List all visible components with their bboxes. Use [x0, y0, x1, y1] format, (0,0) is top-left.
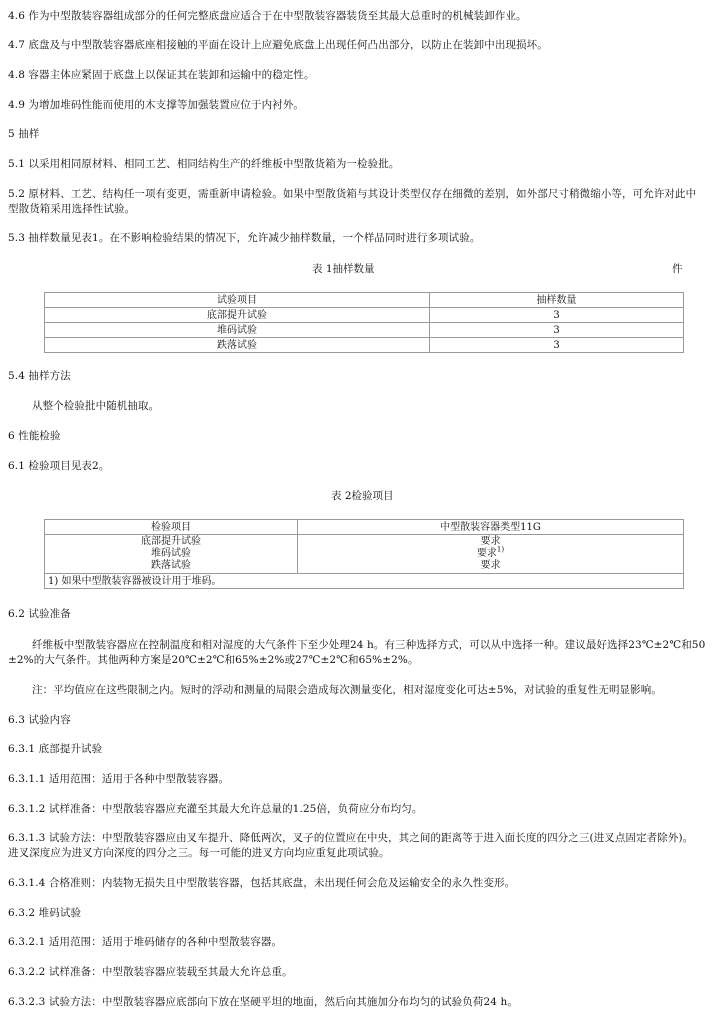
- clause-4-7: 4.7 底盘及与中型散装容器底座相接触的平面在设计上应避免底盘上出现任何凸出部分，以防止在装卸中出现损坏。: [8, 39, 548, 51]
- clause-6-3-1-1: 6.3.1.1 适用范围：适用于各种中型散装容器。: [8, 773, 230, 785]
- table-row: [45, 535, 684, 574]
- requirement-bottom-lift: 要求: [480, 536, 501, 547]
- table-cell: 3: [430, 338, 684, 353]
- clause-4-8: 4.8 容器主体应紧固于底盘上以保证其在装卸和运输中的稳定性。: [8, 69, 315, 81]
- table-2-inspection-items: [44, 519, 684, 589]
- section-6-heading: 6 性能检验: [8, 430, 61, 442]
- clause-5-2-line-2: 型散货箱采用选择性试验。: [8, 203, 136, 215]
- clause-6-2: 6.2 试验准备: [8, 608, 71, 620]
- table-cell: 底部提升试验: [45, 308, 430, 323]
- clause-5-4-body: 从整个检验批中随机抽取。: [32, 400, 160, 412]
- table-1-unit: 件: [672, 263, 683, 275]
- clause-6-3-2-3: 6.3.2.3 试验方法：中型散装容器应底部向下放在坚硬平坦的地面，然后向其施加分布均匀的试验负荷24 h。: [8, 996, 518, 1008]
- table-cell: 3: [430, 308, 684, 323]
- clause-6-3-1: 6.3.1 底部提升试验: [8, 743, 103, 755]
- clause-5-1: 5.1 以采用相同原材料、相同工艺、相同结构生产的纤维板中型散货箱为一检验批。: [8, 158, 400, 170]
- clause-6-2-note: 注：平均值应在这些限制之内。短时的浮动和测量的局限会造成每次测量变化，相对湿度变化可达±5%，对试验的重复性无明显影响。: [32, 684, 662, 696]
- item-bottom-lift: 底部提升试验: [141, 536, 201, 547]
- table-header-cell: 试验项目: [45, 293, 430, 308]
- clause-6-1: 6.1 检验项目见表2。: [8, 460, 110, 472]
- table-header-row: [45, 520, 684, 535]
- clause-4-6: 4.6 作为中型散装容器组成部分的任何完整底盘应适合于在中型散装容器装货至其最大总重时的机械装卸作业。: [8, 10, 527, 22]
- clause-5-4: 5.4 抽样方法: [8, 370, 71, 382]
- item-stacking: 堆码试验: [151, 548, 191, 559]
- table-row: [45, 338, 684, 353]
- clause-4-9: 4.9 为增加堆码性能而使用的木支撑等加强装置应位于内衬外。: [8, 99, 305, 111]
- clause-6-3-1-3-line-1: 6.3.1.3 试验方法：中型散装容器应由叉车提升、降低两次，叉子的位置应在中央，其之间的距离等于进入面长度的四分之三(进叉点固定者除外)。: [8, 832, 694, 844]
- table-1-sampling-quantity: [44, 292, 684, 353]
- table-footnote-row: [45, 574, 684, 589]
- clause-6-3-1-2: 6.3.1.2 试样准备：中型散装容器应充灌至其最大允许总量的1.25倍，负荷应分布均匀。: [8, 803, 423, 815]
- section-5-heading: 5 抽样: [8, 128, 40, 140]
- clause-6-3-1-3-line-2: 进叉深度应为进叉方向深度的四分之三。每一可能的进叉方向均应重复此项试验。: [8, 847, 390, 859]
- clause-6-3-2-2: 6.3.2.2 试样准备：中型散装容器应装载至其最大允许总重。: [8, 966, 293, 978]
- clause-6-3-2: 6.3.2 堆码试验: [8, 907, 82, 919]
- table-cell: 3: [430, 323, 684, 338]
- clause-6-2-body-line-2: ±2%的大气条件。其他两种方案是20℃±2℃和65%±2%或27℃±2℃和65%±2%。: [8, 654, 419, 666]
- table-header-cell: 抽样数量: [430, 293, 684, 308]
- clause-6-3: 6.3 试验内容: [8, 714, 71, 726]
- table-header-row: [45, 293, 684, 308]
- table-row: [45, 308, 684, 323]
- table-cell-items: [45, 535, 298, 574]
- requirement-text: 要求: [476, 548, 497, 559]
- table-header-cell: 中型散装容器类型11G: [298, 520, 684, 535]
- table-cell: 跌落试验: [45, 338, 430, 353]
- clause-6-3-2-1: 6.3.2.1 适用范围：适用于堆码储存的各种中型散装容器。: [8, 936, 283, 948]
- item-drop: 跌落试验: [151, 560, 191, 571]
- clause-6-2-body-line-1: 纤维板中型散装容器应在控制温度和相对湿度的大气条件下至少处理24 h。有三种选择方式，可以从中选择一种。建议最好选择23℃±2℃和50: [32, 639, 706, 651]
- table-cell: 堆码试验: [45, 323, 430, 338]
- clause-5-3: 5.3 抽样数量见表1。在不影响检验结果的情况下，允许减少抽样数量，一个样品同时进行多项试验。: [8, 232, 481, 244]
- clause-5-2-line-1: 5.2 原材料、工艺、结构任一项有变更，需重新申请检验。如果中型散货箱与其设计类型仅存在细微的差别，如外部尺寸稍微缩小等，可允许对此中: [8, 188, 697, 200]
- table-header-cell: 检验项目: [45, 520, 298, 535]
- table-1-caption: 表 1抽样数量: [312, 263, 375, 275]
- requirement-drop: 要求: [480, 560, 501, 571]
- table-cell-requirements: [298, 535, 684, 574]
- footnote-mark: 1): [496, 545, 505, 554]
- table-row: [45, 323, 684, 338]
- requirement-stacking: [300, 545, 681, 560]
- table-2-caption: 表 2检验项目: [331, 490, 394, 502]
- clause-6-3-1-4: 6.3.1.4 合格准则：内装物无损失且中型散装容器，包括其底盘，未出现任何会危及运输安全的永久性变形。: [8, 877, 516, 889]
- table-footnote: 1) 如果中型散装容器被设计用于堆码。: [45, 574, 684, 589]
